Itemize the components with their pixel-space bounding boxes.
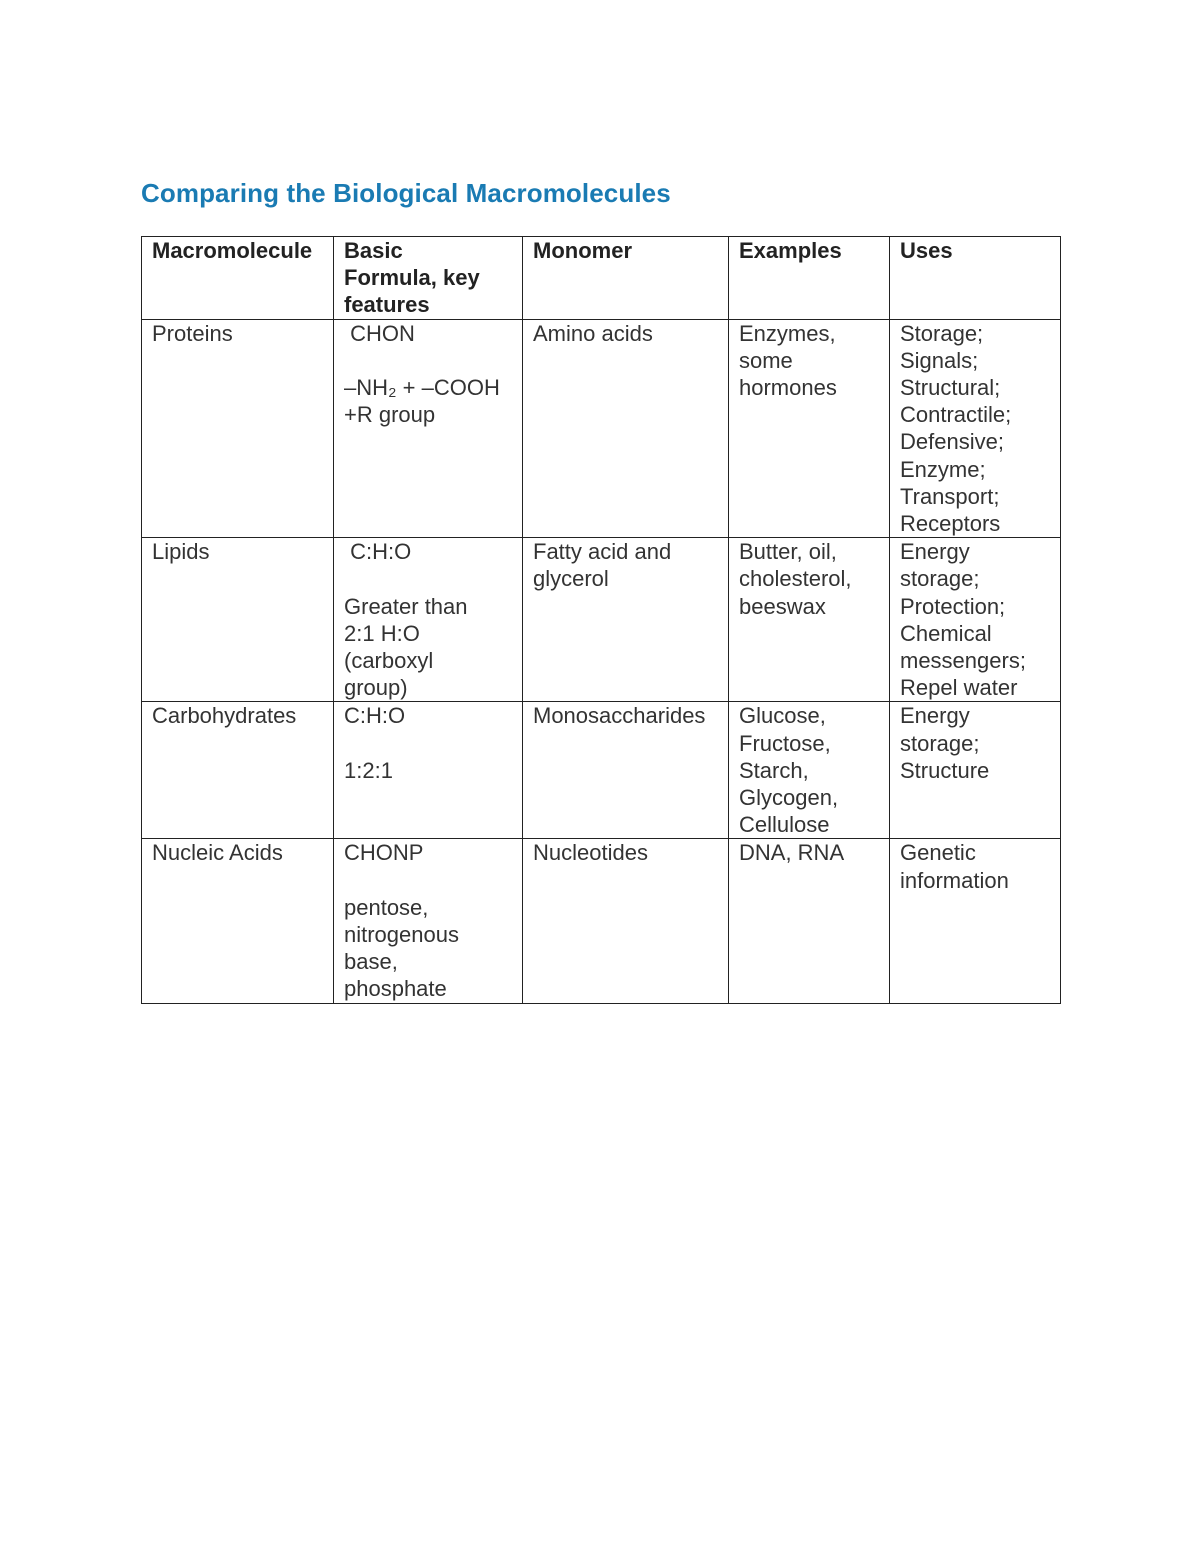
cell-formula: CHON –NH₂ + –COOH +R group — [334, 319, 523, 538]
cell-examples: Glucose, Fructose, Starch, Glycogen, Cellulose — [729, 702, 890, 839]
cell-uses: Energy storage; Structure — [890, 702, 1061, 839]
header-examples: Examples — [729, 237, 890, 320]
cell-macromolecule: Carbohydrates — [142, 702, 334, 839]
cell-monomer: Amino acids — [523, 319, 729, 538]
cell-examples: DNA, RNA — [729, 839, 890, 1003]
cell-monomer: Nucleotides — [523, 839, 729, 1003]
cell-monomer: Monosaccharides — [523, 702, 729, 839]
header-uses: Uses — [890, 237, 1061, 320]
cell-uses: Storage; Signals; Structural; Contractile; Defensive; Enzyme; Transport; Receptors — [890, 319, 1061, 538]
page-title: Comparing the Biological Macromolecules — [141, 178, 671, 208]
cell-uses: Energy storage; Protection; Chemical messengers; Repel water — [890, 538, 1061, 702]
header-formula: Basic Formula, key features — [334, 237, 523, 320]
cell-examples: Enzymes, some hormones — [729, 319, 890, 538]
cell-macromolecule: Nucleic Acids — [142, 839, 334, 1003]
header-macromolecule: Macromolecule — [142, 237, 334, 320]
cell-macromolecule: Lipids — [142, 538, 334, 702]
cell-formula: C:H:O Greater than 2:1 H:O (carboxyl group) — [334, 538, 523, 702]
table-row — [142, 702, 1061, 839]
cell-monomer: Fatty acid and glycerol — [523, 538, 729, 702]
macromolecule-table — [141, 236, 1061, 1004]
cell-formula: C:H:O 1:2:1 — [334, 702, 523, 839]
header-monomer: Monomer — [523, 237, 729, 320]
cell-uses: Genetic information — [890, 839, 1061, 1003]
table-row — [142, 538, 1061, 702]
cell-formula: CHONP pentose, nitrogenous base, phosphate — [334, 839, 523, 1003]
cell-macromolecule: Proteins — [142, 319, 334, 538]
cell-examples: Butter, oil, cholesterol, beeswax — [729, 538, 890, 702]
table-header-row — [142, 237, 1061, 320]
table-row — [142, 319, 1061, 538]
table-row — [142, 839, 1061, 1003]
